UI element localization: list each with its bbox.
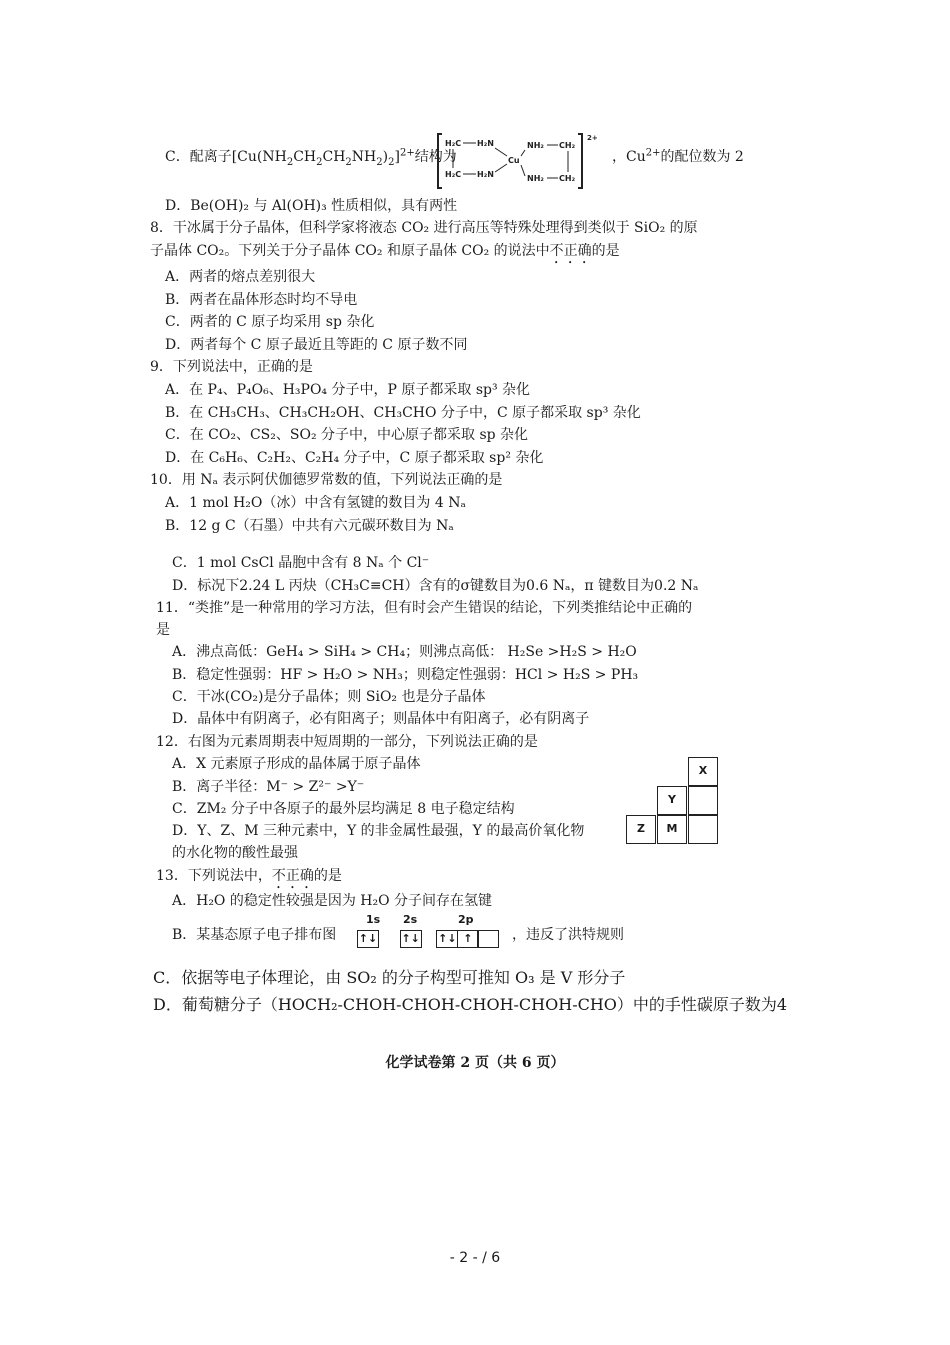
- q10-option-b: B．12 g C（石墨）中共有六元碳环数目为 Nₐ: [165, 518, 454, 534]
- svg-text:NH₂: NH₂: [527, 174, 544, 183]
- cell-empty-1: [688, 786, 718, 815]
- q12-option-d-line2: 的水化物的酸性最强: [172, 845, 298, 861]
- q13-option-b-prefix: B．某基态原子电子排布图: [172, 927, 337, 943]
- q7-option-d: D．Be(OH)₂ 与 Al(OH)₃ 性质相似，具有两性: [165, 198, 458, 214]
- svg-text:H₂C: H₂C: [445, 170, 462, 179]
- q12-option-c: C．ZM₂ 分子中各原子的最外层均满足 8 电子稳定结构: [172, 801, 515, 817]
- q12-option-d-line1: D．Y、Z、M 三种元素中，Y 的非金属性最强，Y 的最高价氧化物: [172, 823, 585, 839]
- q8-option-b: B．两者在晶体形态时均不导电: [165, 292, 358, 308]
- q8-option-d: D．两者每个 C 原子最近且等距的 C 原子数不同: [165, 337, 468, 353]
- cell-z: Z: [626, 815, 656, 844]
- orbital-label-2p: 2p: [458, 913, 474, 926]
- page-number: - 2 - / 6: [449, 1250, 501, 1266]
- cell-x: X: [688, 757, 718, 786]
- cell-y: Y: [657, 786, 687, 815]
- q13-stem: 13．下列说法中，不正确的是: [156, 868, 342, 884]
- q13-option-b-suffix: ，违反了洪特规则: [512, 927, 624, 943]
- cu-complex-structure: [435, 130, 605, 192]
- cell-empty-2: [688, 815, 718, 844]
- q9-option-a: A．在 P₄、P₄O₆、H₃PO₄ 分子中，P 原子都采取 sp³ 杂化: [165, 382, 531, 398]
- q11-option-b: B．稳定性强弱：HF > H₂O > NH₃；则稳定性强弱：HCl > H₂S > PH₃: [172, 667, 639, 683]
- q8-option-c: C．两者的 C 原子均采用 sp 杂化: [165, 314, 375, 330]
- q8-stem-line2: 子晶体 CO₂。下列关于分子晶体 CO₂ 和原子晶体 CO₂ 的说法中不正确的是: [150, 243, 620, 259]
- orbital-diagram: [357, 928, 498, 948]
- svg-text:CH₂: CH₂: [559, 174, 576, 183]
- q11-option-c: C．干冰(CO₂)是分子晶体；则 SiO₂ 也是分子晶体: [172, 689, 486, 705]
- q11-stem-line1: 11．“类推”是一种常用的学习方法，但有时会产生错误的结论，下列类推结论中正确的: [156, 600, 693, 616]
- q11-option-a: A．沸点高低：GeH₄ > SiH₄ > CH₄；则沸点高低： H₂Se >H₂S > H₂O: [172, 644, 637, 660]
- orbital-2p-2: ↑: [457, 930, 479, 948]
- orbital-2p-1: ↑↓: [436, 930, 458, 948]
- q8-option-a: A．两者的熔点差别很大: [165, 269, 316, 285]
- orbital-label-1s: 1s: [366, 913, 381, 926]
- svg-text:CH₂: CH₂: [559, 141, 576, 150]
- q8-stem-line1: 8．干冰属于分子晶体，但科学家将液态 CO₂ 进行高压等特殊处理得到类似于 SiO₂ 的原: [150, 220, 698, 236]
- q9-option-c: C．在 CO₂、CS₂、SO₂ 分子中，中心原子都采取 sp 杂化: [165, 427, 529, 443]
- q9-option-b: B．在 CH₃CH₃、CH₃CH₂OH、CH₃CHO 分子中，C 原子都采取 sp³ 杂化: [165, 405, 641, 421]
- q13-option-c: C．依据等电子体理论，由 SO₂ 的分子构型可推知 O₃ 是 V 形分子: [153, 968, 626, 987]
- orbital-2p-3: [477, 930, 499, 948]
- svg-text:2+: 2+: [587, 134, 598, 142]
- orbital-label-2s: 2s: [403, 913, 418, 926]
- q7-option-c: C．配离子$[Cu(NH_2CH_2CH_2NH_2)_2]^{2+}$结构为: [165, 147, 457, 168]
- q9-option-d: D．在 C₆H₆、C₂H₂、C₂H₄ 分子中，C 原子都采取 sp² 杂化: [165, 450, 544, 466]
- q13-option-a: A．H₂O 的稳定性较强是因为 H₂O 分子间存在氢键: [172, 893, 493, 909]
- q13-option-d: D．葡萄糖分子（HOCH₂-CHOH-CHOH-CHOH-CHOH-CHO）中的手性碳原子数为4: [153, 995, 788, 1014]
- svg-text:Cu: Cu: [508, 156, 520, 165]
- q12-option-b: B．离子半径：M⁻ > Z²⁻ >Y⁻: [172, 779, 365, 795]
- orbital-1s: ↑↓: [357, 930, 379, 948]
- svg-text:H₂N: H₂N: [477, 139, 494, 148]
- cell-m: M: [657, 815, 687, 844]
- svg-text:NH₂: NH₂: [527, 141, 544, 150]
- q12-option-a: A．X 元素原子形成的晶体属于原子晶体: [172, 756, 421, 772]
- q11-stem-line2: 是: [156, 622, 170, 638]
- svg-text:H₂C: H₂C: [445, 139, 462, 148]
- q11-option-d: D．晶体中有阴离子，必有阳离子；则晶体中有阳离子，必有阴离子: [172, 711, 590, 727]
- orbital-2s: ↑↓: [400, 930, 422, 948]
- q7-coordination-text: ，$Cu^{2+}$的配位数为 2: [612, 147, 744, 165]
- q10-stem: 10．用 Nₐ 表示阿伏伽德罗常数的值，下列说法正确的是: [150, 472, 503, 488]
- q9-stem: 9．下列说法中，正确的是: [150, 359, 313, 375]
- q10-option-a: A．1 mol H₂O（冰）中含有氢键的数目为 4 Nₐ: [165, 495, 466, 511]
- q10-option-d: D．标况下2.24 L 丙炔（CH₃C≡CH）含有的σ键数目为0.6 Nₐ，π 键数目为0.2 Nₐ: [172, 578, 699, 594]
- svg-text:H₂N: H₂N: [477, 170, 494, 179]
- q10-option-c: C．1 mol CsCl 晶胞中含有 8 Nₐ 个 Cl⁻: [172, 555, 430, 571]
- q12-stem: 12．右图为元素周期表中短周期的一部分，下列说法正确的是: [156, 734, 538, 750]
- page-footer: 化学试卷第 2 页（共 6 页）: [385, 1055, 565, 1071]
